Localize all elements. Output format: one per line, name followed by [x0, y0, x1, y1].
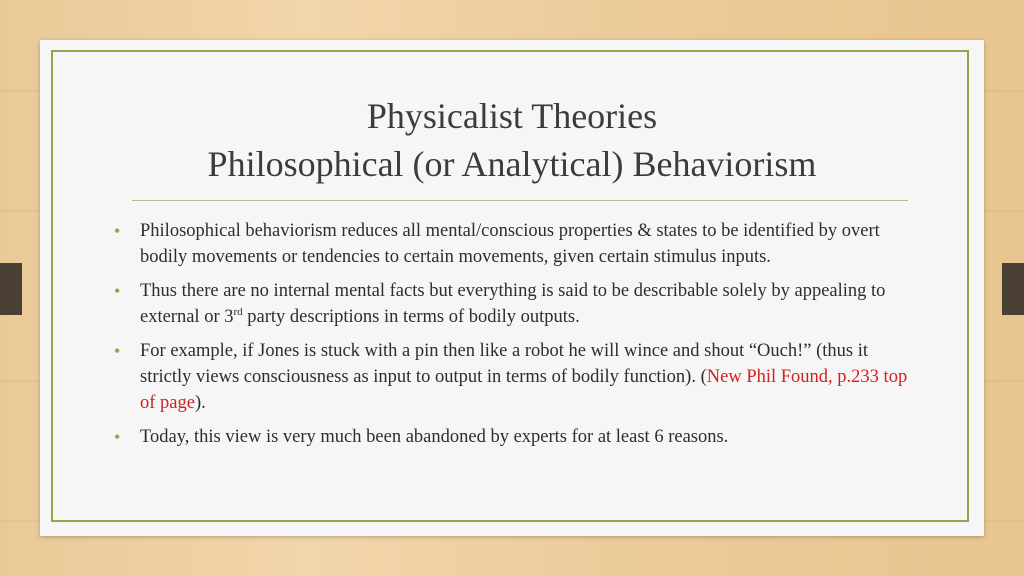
bullet-text-cont: party descriptions in terms of bodily outputs. — [242, 307, 580, 327]
bullet-marker: • — [114, 281, 121, 301]
title-line-1: Physicalist Theories — [366, 96, 658, 136]
bullet-item-3 — [114, 338, 914, 416]
title-divider — [132, 200, 908, 201]
bullet-item-2 — [114, 278, 914, 330]
right-side-tab — [1002, 263, 1024, 315]
slide-card — [40, 40, 984, 536]
slide-title — [40, 92, 984, 188]
source-reference-link[interactable]: New Phil Found, p.233 top of page — [140, 367, 908, 413]
bullet-text: Today, this view is very much been abandoned by experts for at least 6 reasons. — [140, 427, 729, 447]
bullet-marker: • — [114, 427, 121, 447]
bullet-list — [114, 218, 914, 458]
ordinal-superscript: rd — [233, 306, 243, 318]
left-side-tab — [0, 263, 22, 315]
bullet-marker: • — [114, 341, 121, 361]
bullet-marker: • — [114, 221, 121, 241]
bullet-text: Thus there are no internal mental facts but everything is said to be describable solely by appealing to external or 3 — [140, 281, 886, 327]
bullet-item-4 — [114, 424, 914, 450]
bullet-text: For example, if Jones is stuck with a pin then like a robot he will wince and shout “Ouch!” (thus it strictly views consciousness as input to output in terms of bodily function). ( — [140, 341, 869, 387]
bullet-text: Philosophical behaviorism reduces all mental/conscious properties & states to be identified by overt bodily movements or tendencies to certain movements, given certain stimulus inputs. — [140, 221, 880, 267]
title-line-2: Philosophical (or Analytical) Behaviorism — [207, 144, 817, 184]
bullet-text-cont: ). — [194, 393, 206, 413]
bullet-item-1 — [114, 218, 914, 270]
